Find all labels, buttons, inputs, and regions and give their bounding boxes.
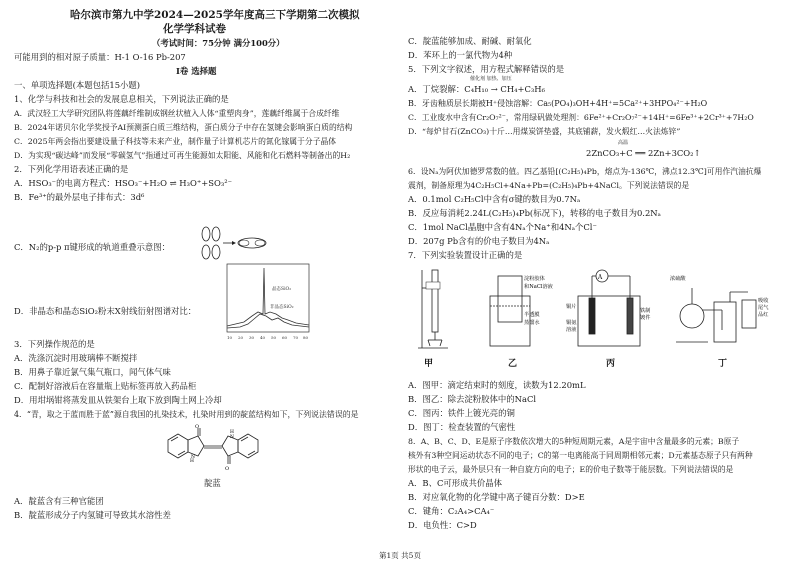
q3-option-a: A．洗涤沉淀时用玻璃棒不断搅拌 <box>14 353 138 363</box>
yi-label-nacl: 和NaCl溶液 <box>524 284 553 290</box>
ding-label-gas: 尾气 <box>758 305 769 311</box>
q8-option-b: B．对应氧化物的化学键中离子键百分数：D>E <box>408 492 585 502</box>
apparatus-bing-plating <box>566 268 662 353</box>
q5-option-b: B．牙齿釉质层长期被H⁺侵蚀溶解：Ca₅(PO₄)₃OH+4H⁺=5Ca²⁺+3HPO₄²⁻+H₂O <box>408 99 708 108</box>
apparatus-jia-burette <box>418 268 458 353</box>
q4-option-d: D．苯环上的一氯代物为4种 <box>408 50 513 60</box>
xrd-tick: 70 <box>293 335 299 340</box>
section-heading: Ⅰ卷 选择题 <box>176 66 217 76</box>
svg-text:H: H <box>190 459 194 464</box>
q4-stem: 4．“青，取之于蓝而胜于蓝”源自我国的扎染技术，扎染时用到的靛蓝结构如下，下列说法错误的是 <box>14 410 359 419</box>
exam-info: （考试时间：75分钟 满分100分） <box>152 38 285 48</box>
exam-subject: 化学学科试卷 <box>163 23 226 35</box>
q2-option-a: A．HSO₃⁻的电离方程式：HSO₃⁻+H₂O ⇌ H₃O⁺+SO₃²⁻ <box>14 178 233 188</box>
exam-title: 哈尔滨市第九中学2024—2025学年度高三下学期第二次模拟 <box>70 9 360 21</box>
xrd-tick: 10 <box>227 335 233 340</box>
q5-stem: 5．下列文字叙述，用方程式解释错误的是 <box>408 64 565 74</box>
q8-option-d: D．电负性：C>D <box>408 520 477 530</box>
q6-option-b: B．反应每消耗2.24L(C₂H₅)₄Pb(标况下)，转移的电子数目为0.2Nₐ <box>408 208 661 218</box>
apparatus-yi-dialysis <box>484 272 554 352</box>
q8-option-c: C．键角：C₂A₄>CA₄⁻ <box>408 506 495 516</box>
atomic-masses: 可能用到的相对原子质量：H-1 O-16 Pb-207 <box>14 52 186 62</box>
bing-label-iron2: 镀件 <box>640 315 651 321</box>
xrd-label-crystal: 晶态SiO₂ <box>272 287 292 292</box>
q2-option-c: C．N₂的p-p π键形成的轨道重叠示意图： <box>14 242 171 252</box>
bing-label-solution2: 溶液 <box>566 327 577 333</box>
indigo-structure <box>160 424 270 472</box>
apparatus-label-jia: 甲 <box>424 359 434 369</box>
xrd-label-amorphous: 非晶态SiO₂ <box>270 305 294 310</box>
q6-option-c: C．1mol NaCl晶胞中含有4Nₐ个Na⁺和4Nₐ个Cl⁻ <box>408 222 597 232</box>
xrd-tick: 30 <box>249 335 255 340</box>
xrd-tick: 40 <box>260 335 266 340</box>
q6-stem-line1: 6．设Nₐ为阿伏加德罗常数的值。四乙基铅[(C₂H₅)₄Pb，熔点为-136℃，沸点12.3℃]可用作汽油抗爆 <box>408 167 762 176</box>
q2-option-d: D．非晶态和晶态SiO₂粉末X射线衍射图谱对比： <box>14 306 197 316</box>
q5-option-a: A．丁烷裂解：C₄H₁₀ → CH₄+C₃H₆ <box>408 84 545 94</box>
ding-label-magenta: 品红 <box>758 312 769 318</box>
xrd-tick: 50 <box>271 335 277 340</box>
q8-option-a: A．B、C可形成共价晶体 <box>408 478 502 488</box>
q3-option-d: D．用坩埚钳将蒸发皿从铁架台上取下放到陶土网上冷却 <box>14 395 222 405</box>
page-footer: 第1页 共5页 <box>379 551 421 560</box>
q4-option-c: C．靛蓝能够加成、耐碱、耐氧化 <box>408 36 532 46</box>
svg-text:A: A <box>597 274 603 281</box>
xrd-pattern-chart <box>222 262 312 342</box>
q5-d-equation: 2ZnCO₃+C ══ 2Zn+3CO₂↑ <box>586 148 701 158</box>
q7-option-b: B．图乙：除去淀粉胶体中的NaCl <box>408 394 537 404</box>
xrd-tick: 20 <box>238 335 244 340</box>
svg-text:O: O <box>225 466 230 472</box>
q7-option-d: D．图丁：检查装置的气密性 <box>408 422 516 432</box>
xrd-tick: 80 <box>303 335 309 340</box>
q7-stem: 7．下列实验装置设计正确的是 <box>408 250 523 260</box>
q6-stem-line2: 震剂，制备原理为4C₂H₅Cl+4Na+Pb=(C₂H₅)₄Pb+4NaCl。下列说法错误的是 <box>408 181 690 190</box>
q3-stem: 3．下列操作规范的是 <box>14 339 95 349</box>
bing-label-iron: 铁制 <box>640 308 651 314</box>
q8-stem-line3: 形状的电子云，最外层只有一种自旋方向的电子；E的价电子数等于能层数。下列说法错误的是 <box>408 465 734 474</box>
apparatus-label-ding: 丁 <box>718 359 728 369</box>
bing-label-copper: 铜片 <box>566 304 577 310</box>
svg-text:N: N <box>191 455 195 460</box>
q5-d-condition: 高温 <box>618 140 629 146</box>
svg-text:O: O <box>195 424 200 430</box>
q5-option-c: C．工业废水中含有Cr₂O₇²⁻，常用绿矾做处理剂：6Fe²⁺+Cr₂O₇²⁻+14H⁺=6Fe³⁺+2Cr³⁺+7H₂O <box>408 113 754 122</box>
q1-option-a: A．武汉轻工大学研究团队将莲藕纤维制成钢丝状植入人体“重塑肉身”，莲藕纤维属于合成纤维 <box>14 109 340 118</box>
q4-option-b: B．靛蓝形成分子内氢键可导致其水溶性差 <box>14 510 171 520</box>
q1-option-c: C．2025年两会指出要建设量子科技等未来产业，制作量子计算机芯片的氮化镓属于分子晶体 <box>14 137 337 146</box>
yi-label-water: 蒸馏水 <box>524 320 540 326</box>
q5-option-d: D．“每炉甘石(ZnCO₃)十斤…用煤炭饼垫盛，其底铺薪，发火煅红…火法炼锌” <box>408 127 681 136</box>
q3-option-b: B．用鼻子靠近氯气集气瓶口，闻气体气味 <box>14 367 171 377</box>
q1-stem: 1、化学与科技和社会的发展息息相关，下列说法正确的是 <box>14 94 229 104</box>
yi-label-colloid: 淀粉胶体 <box>524 276 545 282</box>
q6-option-a: A．0.1mol C₂H₅Cl中含有σ键的数目为0.7Nₐ <box>408 194 581 204</box>
bing-label-solution1: 铜氨 <box>566 320 577 326</box>
xrd-tick: 60 <box>282 335 288 340</box>
q1-option-d: D．为实现“碳达峰”而发展“零碳氢气”指通过可再生能源如太阳能、风能和化石燃料等制备出的H₂ <box>14 151 351 160</box>
q6-option-d: D．207g Pb含有的价电子数目为4Nₐ <box>408 236 550 246</box>
ding-label-acid: 浓硫酸 <box>670 276 686 282</box>
svg-text:N: N <box>230 435 234 440</box>
apparatus-label-bing: 丙 <box>606 359 616 369</box>
indigo-caption: 靛蓝 <box>204 478 221 488</box>
q7-option-c: C．图丙：铁件上镀光亮的铜 <box>408 408 515 418</box>
yi-label-membrane: 半透膜 <box>524 312 540 318</box>
pi-bond-orbital-diagram <box>192 226 272 266</box>
q1-option-b: B．2024年诺贝尔化学奖授予AI预测蛋白质三维结构，蛋白质分子中存在氢键会影响蛋白质的结构 <box>14 123 353 132</box>
apparatus-label-yi: 乙 <box>508 359 518 369</box>
svg-text:H: H <box>230 430 234 435</box>
q5-a-condition: 催化剂 加热、加压 <box>470 76 512 82</box>
q8-stem-line2: 核外有3种空间运动状态不同的电子；C的第一电离能高于同周期相邻元素；D元素基态原子只有两种 <box>408 451 753 460</box>
ding-label-absorb: 吸收 <box>758 298 769 304</box>
part-heading: 一、单项选择题(本题包括15小题) <box>14 80 141 90</box>
q3-option-c: C．配制好溶液后在容量瓶上贴标签再放入药品柜 <box>14 381 197 391</box>
q8-stem-line1: 8．A、B、C、D、E是原子序数依次增大的5种短周期元素，A是宇宙中含量最多的元素；B原子 <box>408 437 740 446</box>
q7-option-a: A．图甲：滴定结束时的刻度，读数为12.20mL <box>408 380 586 390</box>
q2-stem: 2．下列化学用语表述正确的是 <box>14 164 129 174</box>
q4-option-a: A．靛蓝含有三种官能团 <box>14 496 104 506</box>
apparatus-ding <box>672 272 782 352</box>
q2-option-b: B．Fe³⁺的最外层电子排布式：3d⁶ <box>14 192 145 202</box>
